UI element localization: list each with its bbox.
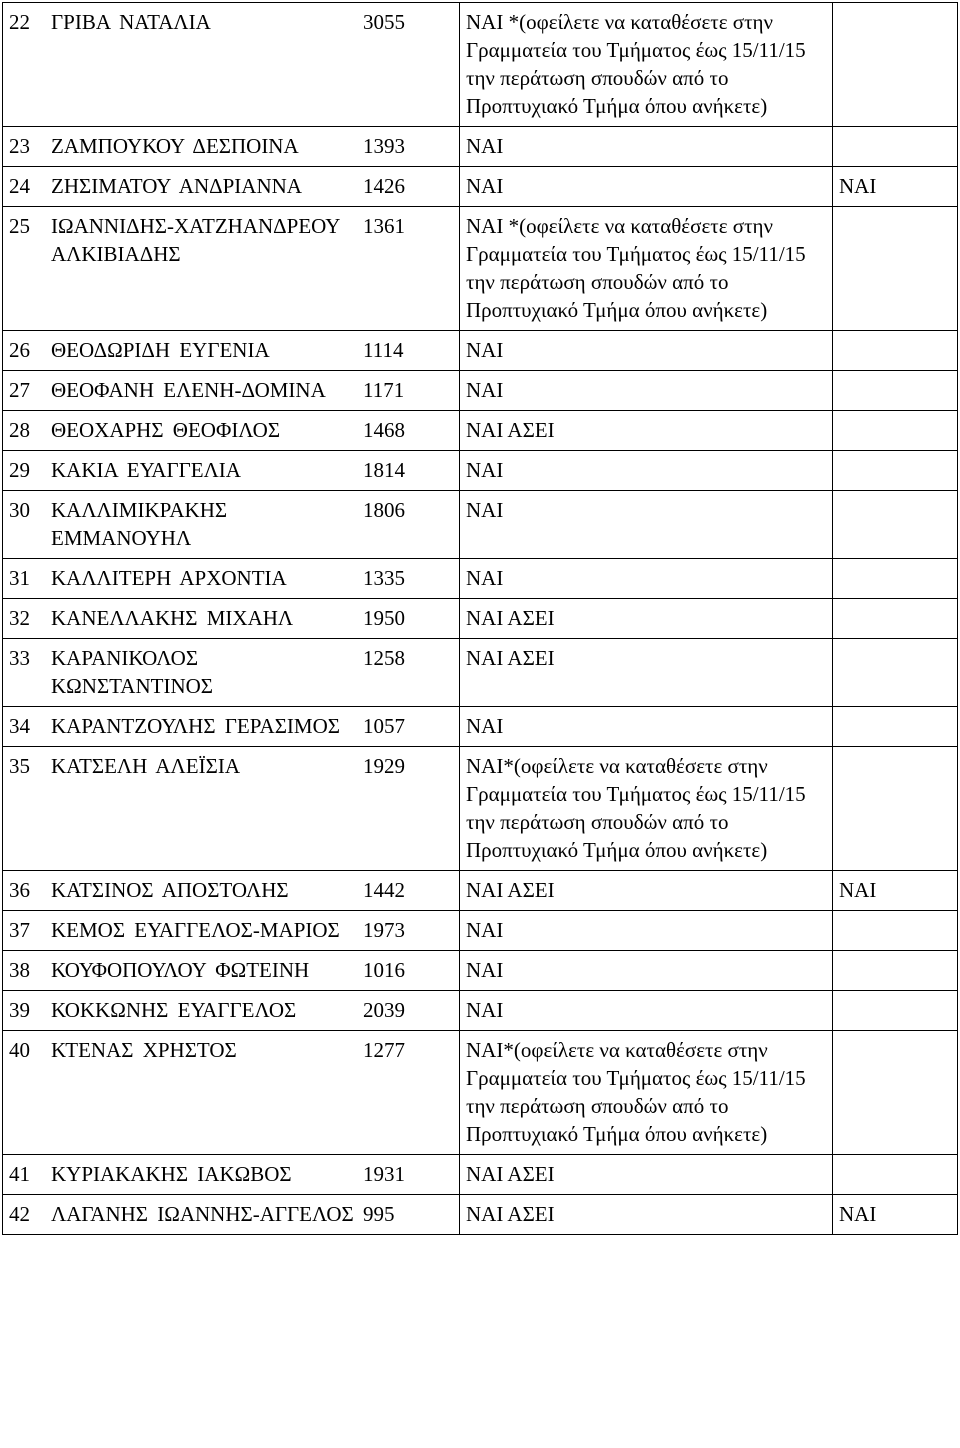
registration-number: 1361 [363,214,405,238]
name-cell [3,1031,460,1155]
row-number: 26 [9,338,30,362]
table-row [3,911,958,951]
name-cell [3,411,460,451]
row-number: 40 [9,1038,30,1062]
person-name: ΚΑΛΛΙΜΙΚΡΑΚΗΣ ΕΜΜΑΝΟΥΗΛ [51,498,228,550]
extra-cell [833,1155,958,1195]
name-cell [3,331,460,371]
person-name: ΖΑΜΠΟΥΚΟΥ ΔΕΣΠΟΙΝΑ [51,134,299,158]
row-number: 34 [9,714,30,738]
extra-cell [833,371,958,411]
status-cell: ΝΑΙ ΑΣΕΙ [460,411,833,451]
status-cell: ΝΑΙ ΑΣΕΙ [460,871,833,911]
table-row [3,599,958,639]
table-row [3,991,958,1031]
extra-cell [833,451,958,491]
status-cell: ΝΑΙ [460,371,833,411]
extra-cell [833,127,958,167]
table-row [3,3,958,127]
table-row [3,207,958,331]
registration-number: 995 [363,1202,395,1226]
status-cell: ΝΑΙ [460,331,833,371]
person-name: ΚΟΚΚΩΝΗΣ ΕΥΑΓΓΕΛΟΣ [51,998,297,1022]
extra-cell [833,599,958,639]
table-row [3,491,958,559]
status-cell: ΝΑΙ ΑΣΕΙ [460,639,833,707]
results-table [2,2,958,1235]
registration-number: 1393 [363,134,405,158]
row-number: 28 [9,418,30,442]
name-cell [3,871,460,911]
row-number: 33 [9,646,30,670]
registration-number: 1057 [363,714,405,738]
person-name: ΘΕΟΦΑΝΗ ΕΛΕΝΗ-ΔΟΜΙΝΑ [51,378,326,402]
row-number: 24 [9,174,30,198]
person-name: ΚΑΤΣΕΛΗ ΑΛΕΪΣΙΑ [51,754,240,778]
name-cell [3,707,460,747]
status-cell: ΝΑΙ*(οφείλετε να καταθέσετε στην Γραμματεία του Τμήματος έως 15/11/15 την περάτωση σπουδών από το Προπτυχιακό Τμήμα όπου ανήκετε) [460,1031,833,1155]
extra-cell [833,3,958,127]
status-cell: ΝΑΙ ΑΣΕΙ [460,599,833,639]
table-row [3,707,958,747]
registration-number: 2039 [363,998,405,1022]
name-cell [3,371,460,411]
row-number: 35 [9,754,30,778]
status-cell: ΝΑΙ ΑΣΕΙ [460,1195,833,1235]
registration-number: 1114 [363,338,404,362]
table-row [3,1155,958,1195]
registration-number: 1468 [363,418,405,442]
extra-cell [833,991,958,1031]
person-name: ΚΑΛΛΙΤΕΡΗ ΑΡΧΟΝΤΙΑ [51,566,287,590]
extra-cell: ΝΑΙ [833,871,958,911]
row-number: 23 [9,134,30,158]
registration-number: 1973 [363,918,405,942]
person-name: ΚΑΡΑΝΙΚΟΛΟΣ ΚΩΝΣΤΑΝΤΙΝΟΣ [51,646,214,698]
extra-cell [833,559,958,599]
registration-number: 1426 [363,174,405,198]
name-cell [3,559,460,599]
row-number: 36 [9,878,30,902]
row-number: 29 [9,458,30,482]
row-number: 25 [9,214,30,238]
person-name: ΘΕΟΔΩΡΙΔΗ ΕΥΓΕΝΙΑ [51,338,270,362]
person-name: ΚΑΡΑΝΤΖΟΥΛΗΣ ΓΕΡΑΣΙΜΟΣ [51,714,340,738]
table-row [3,951,958,991]
person-name: ΚΕΜΟΣ ΕΥΑΓΓΕΛΟΣ-ΜΑΡΙΟΣ [51,918,340,942]
row-number: 39 [9,998,30,1022]
extra-cell [833,491,958,559]
registration-number: 1814 [363,458,405,482]
table-row [3,371,958,411]
person-name: ΚΟΥΦΟΠΟΥΛΟΥ ΦΩΤΕΙΝΗ [51,958,310,982]
name-cell [3,207,460,331]
status-cell: ΝΑΙ [460,491,833,559]
results-table-body [3,3,958,1235]
registration-number: 1335 [363,566,405,590]
table-row [3,451,958,491]
status-cell: ΝΑΙ [460,127,833,167]
registration-number: 1016 [363,958,405,982]
name-cell [3,747,460,871]
name-cell [3,1155,460,1195]
name-cell [3,951,460,991]
name-cell [3,3,460,127]
row-number: 37 [9,918,30,942]
name-cell [3,599,460,639]
table-row [3,1031,958,1155]
extra-cell [833,207,958,331]
person-name: ΛΑΓΑΝΗΣ ΙΩΑΝΝΗΣ-ΑΓΓΕΛΟΣ [51,1202,354,1226]
extra-cell [833,639,958,707]
registration-number: 1950 [363,606,405,630]
name-cell [3,127,460,167]
extra-cell [833,951,958,991]
registration-number: 1171 [363,378,405,402]
status-cell: ΝΑΙ*(οφείλετε να καταθέσετε στην Γραμματεία του Τμήματος έως 15/11/15 την περάτωση σπουδών από το Προπτυχιακό Τμήμα όπου ανήκετε) [460,747,833,871]
status-cell: ΝΑΙ [460,911,833,951]
table-row [3,331,958,371]
person-name: ΚΑΤΣΙΝΟΣ ΑΠΟΣΤΟΛΗΣ [51,878,289,902]
status-cell: ΝΑΙ [460,707,833,747]
row-number: 31 [9,566,30,590]
status-cell: ΝΑΙ [460,991,833,1031]
extra-cell [833,911,958,951]
extra-cell: ΝΑΙ [833,167,958,207]
extra-cell [833,411,958,451]
table-row [3,167,958,207]
table-row [3,1195,958,1235]
registration-number: 1442 [363,878,405,902]
extra-cell [833,331,958,371]
extra-cell: ΝΑΙ [833,1195,958,1235]
status-cell: ΝΑΙ [460,951,833,991]
name-cell [3,911,460,951]
person-name: ΙΩΑΝΝΙΔΗΣ-ΧΑΤΖΗΑΝΔΡΕΟΥ ΑΛΚΙΒΙΑΔΗΣ [51,214,340,266]
row-number: 22 [9,10,30,34]
registration-number: 3055 [363,10,405,34]
registration-number: 1806 [363,498,405,522]
row-number: 30 [9,498,30,522]
name-cell [3,639,460,707]
person-name: ΖΗΣΙΜΑΤΟΥ ΑΝΔΡΙΑΝΝΑ [51,174,302,198]
person-name: ΚΑΝΕΛΛΑΚΗΣ ΜΙΧΑΗΛ [51,606,294,630]
status-cell: ΝΑΙ *(οφείλετε να καταθέσετε στην Γραμματεία του Τμήματος έως 15/11/15 την περάτωση σπουδών από το Προπτυχιακό Τμήμα όπου ανήκετε) [460,3,833,127]
status-cell: ΝΑΙ ΑΣΕΙ [460,1155,833,1195]
name-cell [3,1195,460,1235]
registration-number: 1929 [363,754,405,778]
name-cell [3,167,460,207]
registration-number: 1258 [363,646,405,670]
table-row [3,639,958,707]
person-name: ΚΤΕΝΑΣ ΧΡΗΣΤΟΣ [51,1038,237,1062]
table-row [3,127,958,167]
table-row [3,747,958,871]
row-number: 41 [9,1162,30,1186]
person-name: ΚΥΡΙΑΚΑΚΗΣ ΙΑΚΩΒΟΣ [51,1162,292,1186]
person-name: ΘΕΟΧΑΡΗΣ ΘΕΟΦΙΛΟΣ [51,418,281,442]
table-row [3,871,958,911]
person-name: ΚΑΚΙΑ ΕΥΑΓΓΕΛΙΑ [51,458,241,482]
row-number: 27 [9,378,30,402]
name-cell [3,491,460,559]
status-cell: ΝΑΙ [460,451,833,491]
person-name: ΓΡΙΒΑ ΝΑΤΑΛΙΑ [51,10,211,34]
name-cell [3,991,460,1031]
row-number: 38 [9,958,30,982]
extra-cell [833,707,958,747]
row-number: 42 [9,1202,30,1226]
status-cell: ΝΑΙ [460,559,833,599]
registration-number: 1277 [363,1038,405,1062]
row-number: 32 [9,606,30,630]
registration-number: 1931 [363,1162,405,1186]
status-cell: ΝΑΙ [460,167,833,207]
name-cell [3,451,460,491]
extra-cell [833,1031,958,1155]
table-row [3,559,958,599]
extra-cell [833,747,958,871]
status-cell: ΝΑΙ *(οφείλετε να καταθέσετε στην Γραμματεία του Τμήματος έως 15/11/15 την περάτωση σπουδών από το Προπτυχιακό Τμήμα όπου ανήκετε) [460,207,833,331]
table-row [3,411,958,451]
